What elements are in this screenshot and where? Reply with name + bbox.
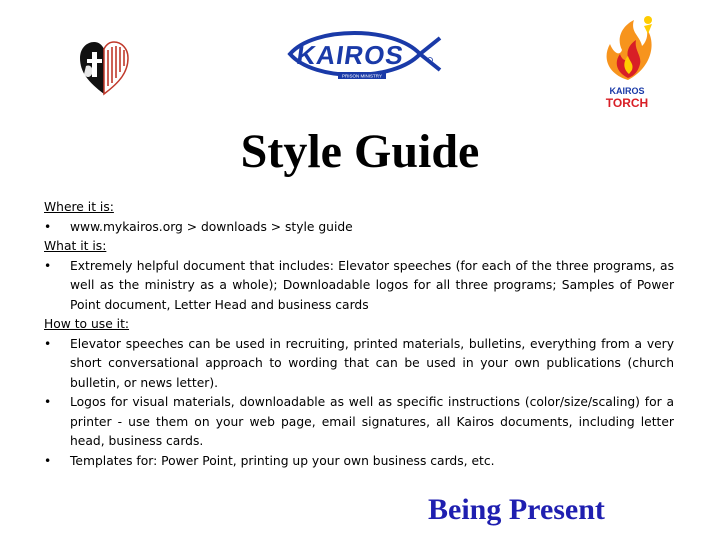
torch-logo-line2: TORCH bbox=[605, 96, 649, 110]
bullet-dot-icon: • bbox=[44, 395, 52, 409]
how-bullet-text: Elevator speeches can be used in recruiting, printed materials, bulletins, everything from a very short conversational approach to wording that can be used in your own publications (church bulletin, or news letter). bbox=[70, 336, 674, 390]
footer-tagline: Being Present bbox=[428, 493, 605, 526]
how-heading: How to use it: bbox=[44, 317, 130, 331]
how-bullet-templates bbox=[44, 452, 674, 472]
style-guide-content bbox=[44, 198, 674, 471]
bullet-dot-icon: • bbox=[44, 336, 52, 351]
kairos-fish-logo-icon bbox=[284, 22, 444, 86]
what-heading: What it is: bbox=[44, 239, 107, 253]
torch-logo-line1: KAIROS bbox=[609, 86, 645, 96]
where-heading: Where it is: bbox=[44, 200, 114, 214]
bullet-dot-icon: • bbox=[44, 219, 52, 234]
what-bullet-text: Extremely helpful document that includes: Elevator speeches (for each of the three programs, as well as the ministry as a whole); Downloadable logos for all three programs; Samples of Power Point document, Letter Head and business cards bbox=[70, 258, 674, 312]
kairos-fish-text: KAIROS bbox=[294, 40, 406, 70]
what-bullet bbox=[44, 257, 674, 316]
where-bullet bbox=[44, 218, 674, 238]
how-bullet-text: Logos for visual materials, downloadable as well as specific instructions (color/size/scaling) for a printer - use them on your web page, email signatures, all Kairos documents, including letter head, business cards. bbox=[70, 395, 674, 448]
how-bullet-text: Templates for: Power Point, printing up your own business cards, etc. bbox=[70, 453, 495, 468]
kairos-fish-tagline: PRISON MINISTRY bbox=[342, 73, 382, 79]
bullet-dot-icon: • bbox=[44, 453, 52, 468]
page-title: Style Guide bbox=[240, 125, 480, 178]
bullet-dot-icon: • bbox=[44, 258, 52, 273]
how-bullet-elevator bbox=[44, 335, 674, 394]
where-bullet-text: www.mykairos.org > downloads > style guide bbox=[70, 219, 353, 234]
kairos-torch-logo-icon bbox=[592, 10, 662, 116]
how-bullet-logos bbox=[44, 393, 674, 452]
heart-cross-logo-icon bbox=[78, 38, 130, 98]
